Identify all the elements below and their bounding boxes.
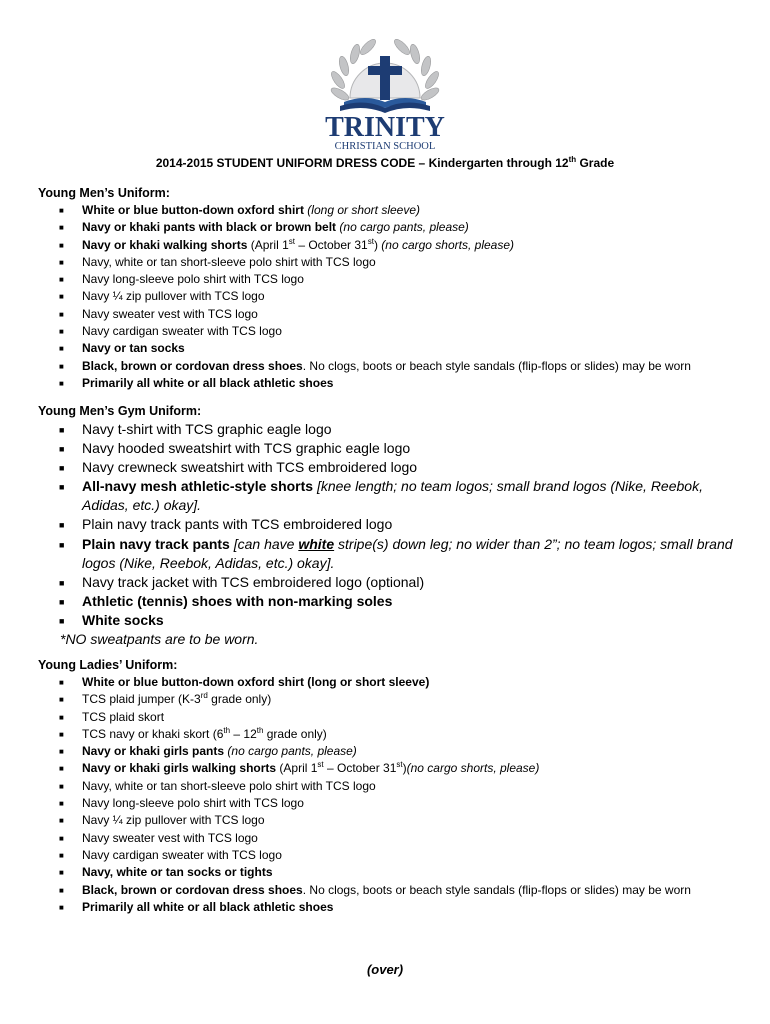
bullet-icon: ■ — [59, 463, 65, 474]
list-item: ■ Black, brown or cordovan dress shoes. No clogs, boots or beach style sandals (flip-flops or slides) may be worn — [38, 358, 738, 375]
list-item: ■ Navy or khaki girls walking shorts (April 1st – October 31st)(no cargo shorts, please) — [38, 760, 738, 777]
bullet-icon: ■ — [59, 444, 65, 455]
bullet-icon: ■ — [59, 577, 65, 588]
list-item: ■ Navy or khaki girls pants (no cargo pants, please) — [38, 743, 738, 760]
list-item: ■ Primarily all white or all black athletic shoes — [38, 899, 738, 916]
list-item: ■ Navy, white or tan socks or tights — [38, 864, 738, 881]
bullet-icon: ■ — [59, 361, 64, 371]
section-heading: Young Men’s Uniform: — [38, 186, 170, 200]
bullet-icon: ■ — [59, 833, 64, 843]
list-item: ■ Plain navy track pants [can have white stripe(s) down leg; no wider than 2”; no team logos; small brand logos (Nike, Reebok, Adidas, etc.) okay]. — [59, 535, 733, 571]
bullet-icon: ■ — [59, 678, 64, 687]
list-item: ■ TCS navy or khaki skort (6th – 12th grade only) — [38, 726, 738, 743]
bullet-icon: ■ — [59, 292, 64, 302]
list-item: ■ Navy ¼ zip pullover with TCS logo — [38, 288, 738, 305]
bullet-icon: ■ — [59, 206, 64, 215]
bullet-icon: ■ — [59, 799, 64, 809]
bullet-icon: ■ — [59, 539, 65, 550]
list-item: ■ Navy or khaki walking shorts (April 1st – October 31st) (no cargo shorts, please) — [38, 237, 738, 254]
list-item: ■ Navy cardigan sweater with TCS logo — [38, 847, 738, 864]
list-item: ■ Navy cardigan sweater with TCS logo — [38, 323, 738, 340]
bullet-icon: ■ — [59, 868, 64, 878]
bullet-icon: ■ — [59, 816, 64, 826]
bullet-icon: ■ — [59, 902, 64, 912]
list-item: ■ Navy t-shirt with TCS graphic eagle logo — [38, 420, 738, 439]
bullet-icon: ■ — [59, 223, 64, 233]
list-item: ■ Navy crewneck sweatshirt with TCS embroidered logo — [38, 458, 738, 477]
bullet-icon: ■ — [59, 520, 65, 531]
list-item: ■ Navy long-sleeve polo shirt with TCS logo — [38, 271, 738, 288]
school-logo — [300, 36, 470, 154]
list-item: ■ White or blue button-down oxford shirt (long or short sleeve) — [38, 674, 738, 691]
bullet-icon: ■ — [59, 344, 64, 354]
list-item: ■ Navy or tan socks — [38, 340, 738, 357]
ladies-uniform-section — [38, 657, 738, 916]
section-heading: Young Ladies’ Uniform: — [38, 658, 178, 672]
bullet-icon: ■ — [59, 712, 64, 722]
list-item: ■ Navy sweater vest with TCS logo — [38, 830, 738, 847]
list-item: ■ Black, brown or cordovan dress shoes. No clogs, boots or beach style sandals (flip-flops or slides) may be worn — [38, 882, 738, 899]
list-item: ■ Navy or khaki pants with black or brown belt (no cargo pants, please) — [38, 219, 738, 236]
list-item: ■ TCS plaid jumper (K-3rd grade only) — [38, 691, 738, 708]
ladies-uniform-list — [38, 674, 738, 916]
section-heading: Young Men’s Gym Uniform: — [38, 404, 202, 418]
trinity-logo-graphic — [300, 36, 470, 154]
bullet-icon: ■ — [59, 729, 64, 739]
list-item: ■ Navy, white or tan short-sleeve polo shirt with TCS logo — [38, 778, 738, 795]
list-item: ■ Athletic (tennis) shoes with non-marking soles — [38, 592, 738, 611]
list-item: ■ Navy ¼ zip pullover with TCS logo — [38, 812, 738, 829]
bullet-icon: ■ — [59, 482, 65, 493]
list-item: ■ All-navy mesh athletic-style shorts [knee length; no team logos; small brand logos (Nike, Reebok, Adidas, etc.) okay]. — [59, 478, 703, 514]
list-item: ■ Navy hooded sweatshirt with TCS graphic eagle logo — [38, 439, 738, 458]
list-item: ■ TCS plaid skort — [38, 709, 738, 726]
gym-uniform-list — [38, 420, 738, 630]
bullet-icon: ■ — [59, 747, 64, 757]
list-item: ■ Navy, white or tan short-sleeve polo shirt with TCS logo — [38, 254, 738, 271]
mens-uniform-section — [38, 185, 738, 392]
list-item: ■ Navy track jacket with TCS embroidered logo (optional) — [38, 573, 738, 592]
gym-uniform-section — [38, 403, 738, 649]
bullet-icon: ■ — [59, 425, 65, 435]
list-item: ■ Navy sweater vest with TCS logo — [38, 306, 738, 323]
list-item: ■ Plain navy track pants with TCS embroidered logo — [38, 515, 738, 534]
page-title: 2014-2015 STUDENT UNIFORM DRESS CODE – Kindergarten through 12th Grade — [155, 155, 615, 170]
bullet-icon: ■ — [59, 327, 64, 337]
logo-subtitle: CHRISTIAN SCHOOL — [334, 141, 436, 152]
list-item: ■ White or blue button-down oxford shirt (long or short sleeve) — [38, 202, 738, 219]
gym-note: *NO sweatpants are to be worn. — [60, 631, 259, 648]
bullet-icon: ■ — [59, 615, 65, 626]
list-item: ■ Navy long-sleeve polo shirt with TCS logo — [38, 795, 738, 812]
bullet-icon: ■ — [59, 764, 64, 774]
mens-uniform-list — [38, 202, 738, 392]
bullet-icon: ■ — [59, 885, 64, 895]
bullet-icon: ■ — [59, 275, 64, 285]
list-item: ■ Primarily all white or all black athletic shoes — [38, 375, 738, 392]
bullet-icon: ■ — [59, 309, 64, 319]
bullet-icon: ■ — [59, 240, 64, 250]
bullet-icon: ■ — [59, 781, 64, 791]
bullet-icon: ■ — [59, 257, 64, 267]
bullet-icon: ■ — [59, 695, 64, 705]
bullet-icon: ■ — [59, 378, 64, 388]
bullet-icon: ■ — [59, 596, 65, 607]
logo-wordmark: TRINITY — [325, 112, 445, 143]
bullet-icon: ■ — [59, 850, 64, 860]
page-footer-over: (over) — [366, 962, 404, 977]
list-item: ■ White socks — [38, 611, 738, 630]
